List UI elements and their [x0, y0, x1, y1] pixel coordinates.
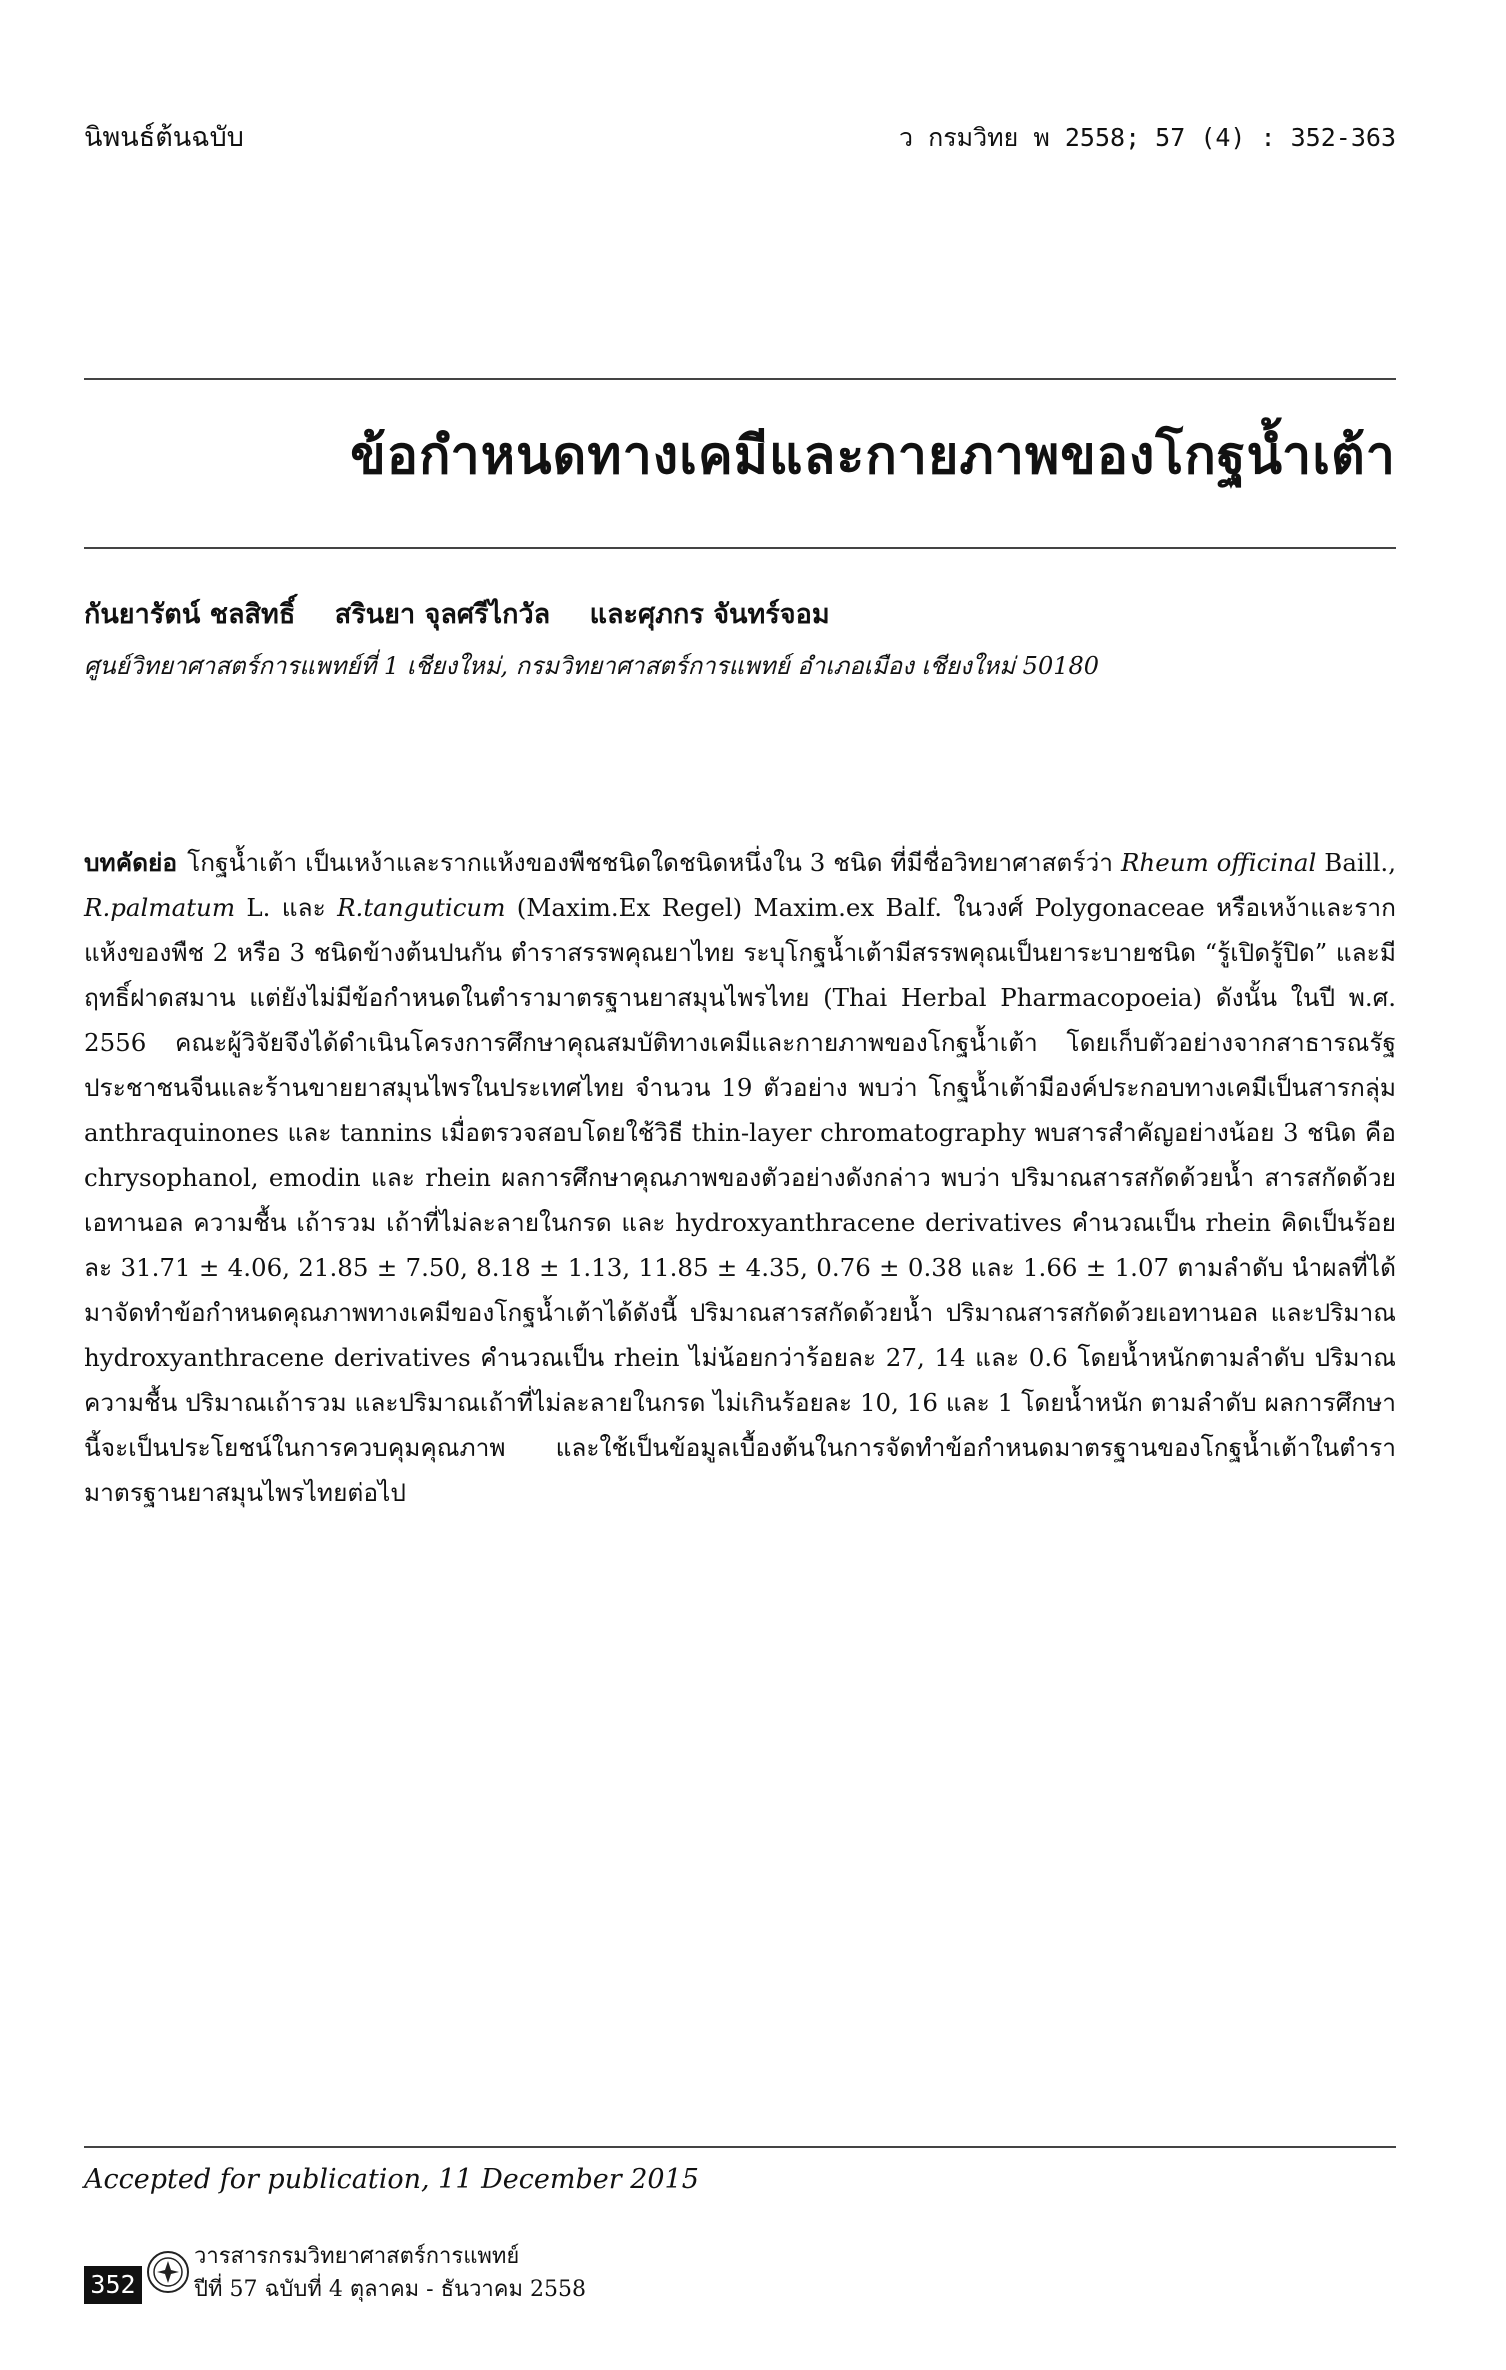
accepted-date: Accepted for publication, 11 December 2015 [84, 2164, 699, 2195]
affiliation: ศูนย์วิทยาศาสตร์การแพทย์ที่ 1 เชียงใหม่, กรมวิทยาศาสตร์การแพทย์ อำเภอเมือง เชียงใหม่ 50180 [84, 652, 1100, 680]
journal-name: วารสารกรมวิทยาศาสตร์การแพทย์ [194, 2244, 520, 2269]
title-divider [84, 547, 1396, 549]
abstract-label: บทคัดย่อ [84, 848, 178, 877]
abstract-text: L. และ [235, 893, 338, 922]
abstract-text: โกฐน้ำเต้า เป็นเหง้าและรากแห้งของพืชชนิดใดชนิดหนึ่งใน 3 ชนิด ที่มีชื่อวิทยาศาสตร์ว่า [187, 848, 1121, 877]
abstract [84, 840, 1396, 1515]
abstract-paragraph [84, 840, 1396, 1515]
top-divider [84, 378, 1396, 380]
author-list [84, 595, 860, 635]
species-name: R.palmatum [84, 893, 236, 922]
abstract-text: Baill., [1316, 848, 1397, 877]
citation: ว กรมวิทย พ 2558; 57 (4) : 352-363 [898, 123, 1396, 152]
author-name: และศุภกร จันทร์จอม [589, 599, 830, 630]
species-name: Rheum officinal [1120, 848, 1317, 877]
page-number: 352 [84, 2266, 142, 2304]
article-title: ข้อกำหนดทางเคมีและกายภาพของโกฐน้ำเต้า [350, 425, 1396, 486]
footnote-divider [84, 2146, 1396, 2148]
author-name: กันยารัตน์ ชลสิทธิ์ [84, 599, 296, 630]
article-type: นิพนธ์ต้นฉบับ [84, 122, 244, 153]
species-name: R.tanguticum [337, 893, 506, 922]
abstract-text: (Maxim.Ex Regel) Maxim.ex Balf. ในวงศ์ Polygonaceae หรือเหง้าและรากแห้งของพืช 2 หรือ 3 ชนิดข้างต้นปนกัน ตำราสรรพคุณยาไทย ระบุโกฐน้ำเต้ามีสรรพคุณเป็นยาระบายชนิด “รู้เปิดรู้ปิด” และมีฤทธิ์ฝาดสมาน แต่ยังไม่มีข้อกำหนดในตำรามาตรฐานยาสมุนไพรไทย (Thai Herbal Pharmacopoeia) ดังนั้น ในปี พ.ศ. 2556 คณะผู้วิจัยจึงได้ดำเนินโครงการศึกษาคุณสมบัติทางเคมีและกายภาพของโกฐน้ำเต้า โดยเก็บตัวอย่างจากสาธารณรัฐประชาชนจีนและร้านขายยาสมุนไพรในประเทศไทย จำนวน 19 ตัวอย่าง พบว่า โกฐน้ำเต้ามีองค์ประกอบทางเคมีเป็นสารกลุ่ม anthraquinones และ tannins เมื่อตรวจสอบโดยใช้วิธี thin-layer chromatography พบสารสำคัญอย่างน้อย 3 ชนิด คือ chrysophanol, emodin และ rhein ผลการศึกษาคุณภาพของตัวอย่างดังกล่าว พบว่า ปริมาณสารสกัดด้วยน้ำ สารสกัดด้วยเอทานอล ความชื้น เถ้ารวม เถ้าที่ไม่ละลายในกรด และ hydroxyanthracene derivatives คำนวณเป็น rhein คิดเป็นร้อยละ 31.71 ± 4.06, 21.85 ± 7.50, 8.18 ± 1.13, 11.85 ± 4.35, 0.76 ± 0.38 และ 1.66 ± 1.07 ตามลำดับ นำผลที่ได้มาจัดทำข้อกำหนดคุณภาพทางเคมีของโกฐน้ำเต้าได้ดังนี้ ปริมาณสารสกัดด้วยน้ำ ปริมาณสารสกัดด้วยเอทานอล และปริมาณ hydroxyanthracene derivatives คำนวณเป็น rhein ไม่น้อยกว่าร้อยละ 27, 14 และ 0.6 โดยน้ำหนักตามลำดับ ปริมาณความชื้น ปริมาณเถ้ารวม และปริมาณเถ้าที่ไม่ละลายในกรด ไม่เกินร้อยละ 10, 16 และ 1 โดยน้ำหนัก ตามลำดับ ผลการศึกษานี้จะเป็นประโยชน์ในการควบคุมคุณภาพ และใช้เป็นข้อมูลเบื้องต้นในการจัดทำข้อกำหนดมาตรฐานของโกฐน้ำเต้าในตำรามาตรฐานยาสมุนไพรไทยต่อไป [84, 893, 1396, 1507]
journal-issue: ปีที่ 57 ฉบับที่ 4 ตุลาคม - ธันวาคม 2558 [194, 2277, 586, 2302]
author-name: สรินยา จุลศรีไกวัล [334, 599, 551, 630]
department-seal-icon [146, 2250, 190, 2294]
